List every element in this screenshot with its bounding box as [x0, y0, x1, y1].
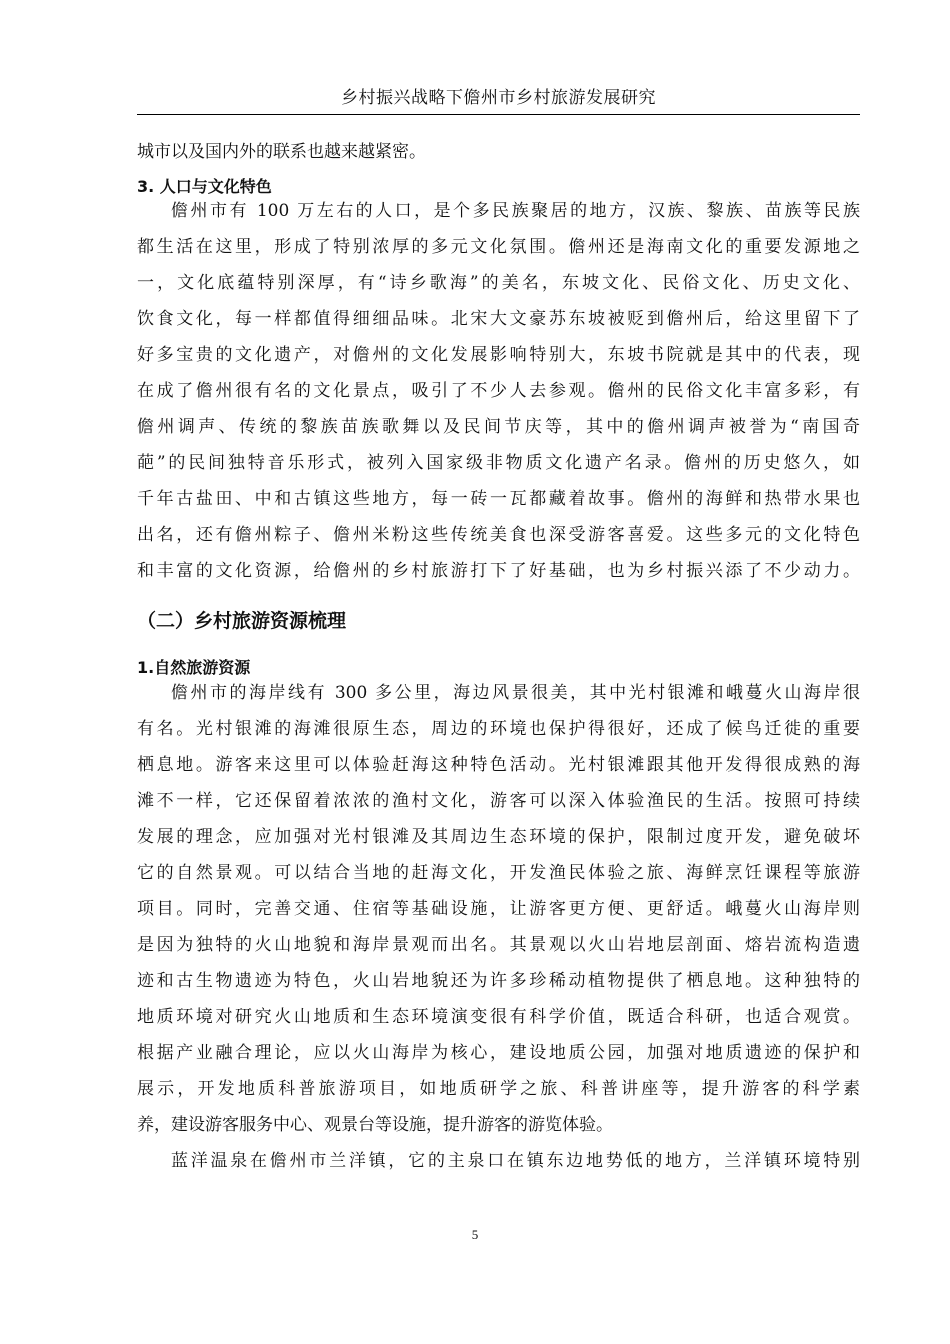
paragraph-line: 儋州市的海岸线有 300 多公里，海边风景很美，其中光村银滩和峨蔓火山海岸很	[171, 683, 860, 703]
subsection-heading-natural-resources: 1.自然旅游资源	[137, 658, 251, 677]
paragraph-line: 好多宝贵的文化遗产，对儋州的文化发展影响特别大，东坡书院就是其中的代表，现	[137, 345, 860, 365]
paragraph-line: 根据产业融合理论，应以火山海岸为核心，建设地质公园，加强对地质遗迹的保护和	[137, 1043, 860, 1063]
header-divider	[137, 114, 860, 115]
paragraph-line: 一，文化底蕴特别深厚，有“诗乡歌海”的美名，东坡文化、民俗文化、历史文化、	[137, 273, 860, 293]
section-heading-population-culture: 3. 人口与文化特色	[137, 177, 272, 196]
paragraph-line: 项目。同时，完善交通、住宿等基础设施，让游客更方便、更舒适。峨蔓火山海岸则	[137, 899, 860, 919]
paragraph-line: 它的自然景观。可以结合当地的赶海文化，开发渔民体验之旅、海鲜烹饪课程等旅游	[137, 863, 860, 883]
page-number: 5	[471, 1227, 479, 1242]
paragraph-line: 出名，还有儋州粽子、儋州米粉这些传统美食也深受游客喜爱。这些多元的文化特色	[137, 525, 860, 545]
paragraph-line: 蓝洋温泉在儋州市兰洋镇，它的主泉口在镇东边地势低的地方，兰洋镇环境特别	[171, 1151, 860, 1171]
paragraph-line: 都生活在这里，形成了特别浓厚的多元文化氛围。儋州还是海南文化的重要发源地之	[137, 237, 860, 257]
paragraph-line: 发展的理念，应加强对光村银滩及其周边生态环境的保护，限制过度开发，避免破坏	[137, 827, 860, 847]
section-heading-rural-tourism-resources: （二）乡村旅游资源梳理	[137, 610, 347, 632]
paragraph-line: 在成了儋州很有名的文化景点，吸引了不少人去参观。儋州的民俗文化丰富多彩，有	[137, 381, 860, 401]
paragraph-line: 地质环境对研究火山地质和生态环境演变很有科学价值，既适合科研，也适合观赏。	[137, 1007, 860, 1027]
paragraph-line: 饮食文化，每一样都值得细细品味。北宋大文豪苏东坡被贬到儋州后，给这里留下了	[137, 309, 860, 329]
paragraph-line: 是因为独特的火山地貌和海岸景观而出名。其景观以火山岩地层剖面、熔岩流构造遗	[137, 935, 860, 955]
running-header-title: 乡村振兴战略下儋州市乡村旅游发展研究	[341, 88, 656, 108]
paragraph-line: 葩”的民间独特音乐形式，被列入国家级非物质文化遗产名录。儋州的历史悠久，如	[137, 453, 860, 473]
paragraph-line: 儋州调声、传统的黎族苗族歌舞以及民间节庆等，其中的儋州调声被誉为“南国奇	[137, 417, 860, 437]
paragraph-line: 儋州市有 100 万左右的人口，是个多民族聚居的地方，汉族、黎族、苗族等民族	[171, 201, 860, 221]
paragraph-line: 千年古盐田、中和古镇这些地方，每一砖一瓦都藏着故事。儋州的海鲜和热带水果也	[137, 489, 860, 509]
paragraph-line: 有名。光村银滩的海滩很原生态，周边的环境也保护得很好，还成了候鸟迁徙的重要	[137, 719, 860, 739]
paragraph-line: 和丰富的文化资源，给儋州的乡村旅游打下了好基础，也为乡村振兴添了不少动力。	[137, 561, 860, 581]
paragraph-line: 养，建设游客服务中心、观景台等设施，提升游客的游览体验。	[137, 1115, 613, 1135]
paragraph-line: 展示，开发地质科普旅游项目，如地质研学之旅、科普讲座等，提升游客的科学素	[137, 1079, 860, 1099]
paragraph-line: 迹和古生物遗迹为特色，火山岩地貌还为许多珍稀动植物提供了栖息地。这种独特的	[137, 971, 860, 991]
paragraph-line: 滩不一样，它还保留着浓浓的渔村文化，游客可以深入体验渔民的生活。按照可持续	[137, 791, 860, 811]
paragraph-line: 栖息地。游客来这里可以体验赶海这种特色活动。光村银滩跟其他开发得很成熟的海	[137, 755, 860, 775]
continuation-line: 城市以及国内外的联系也越来越紧密。	[137, 142, 426, 162]
